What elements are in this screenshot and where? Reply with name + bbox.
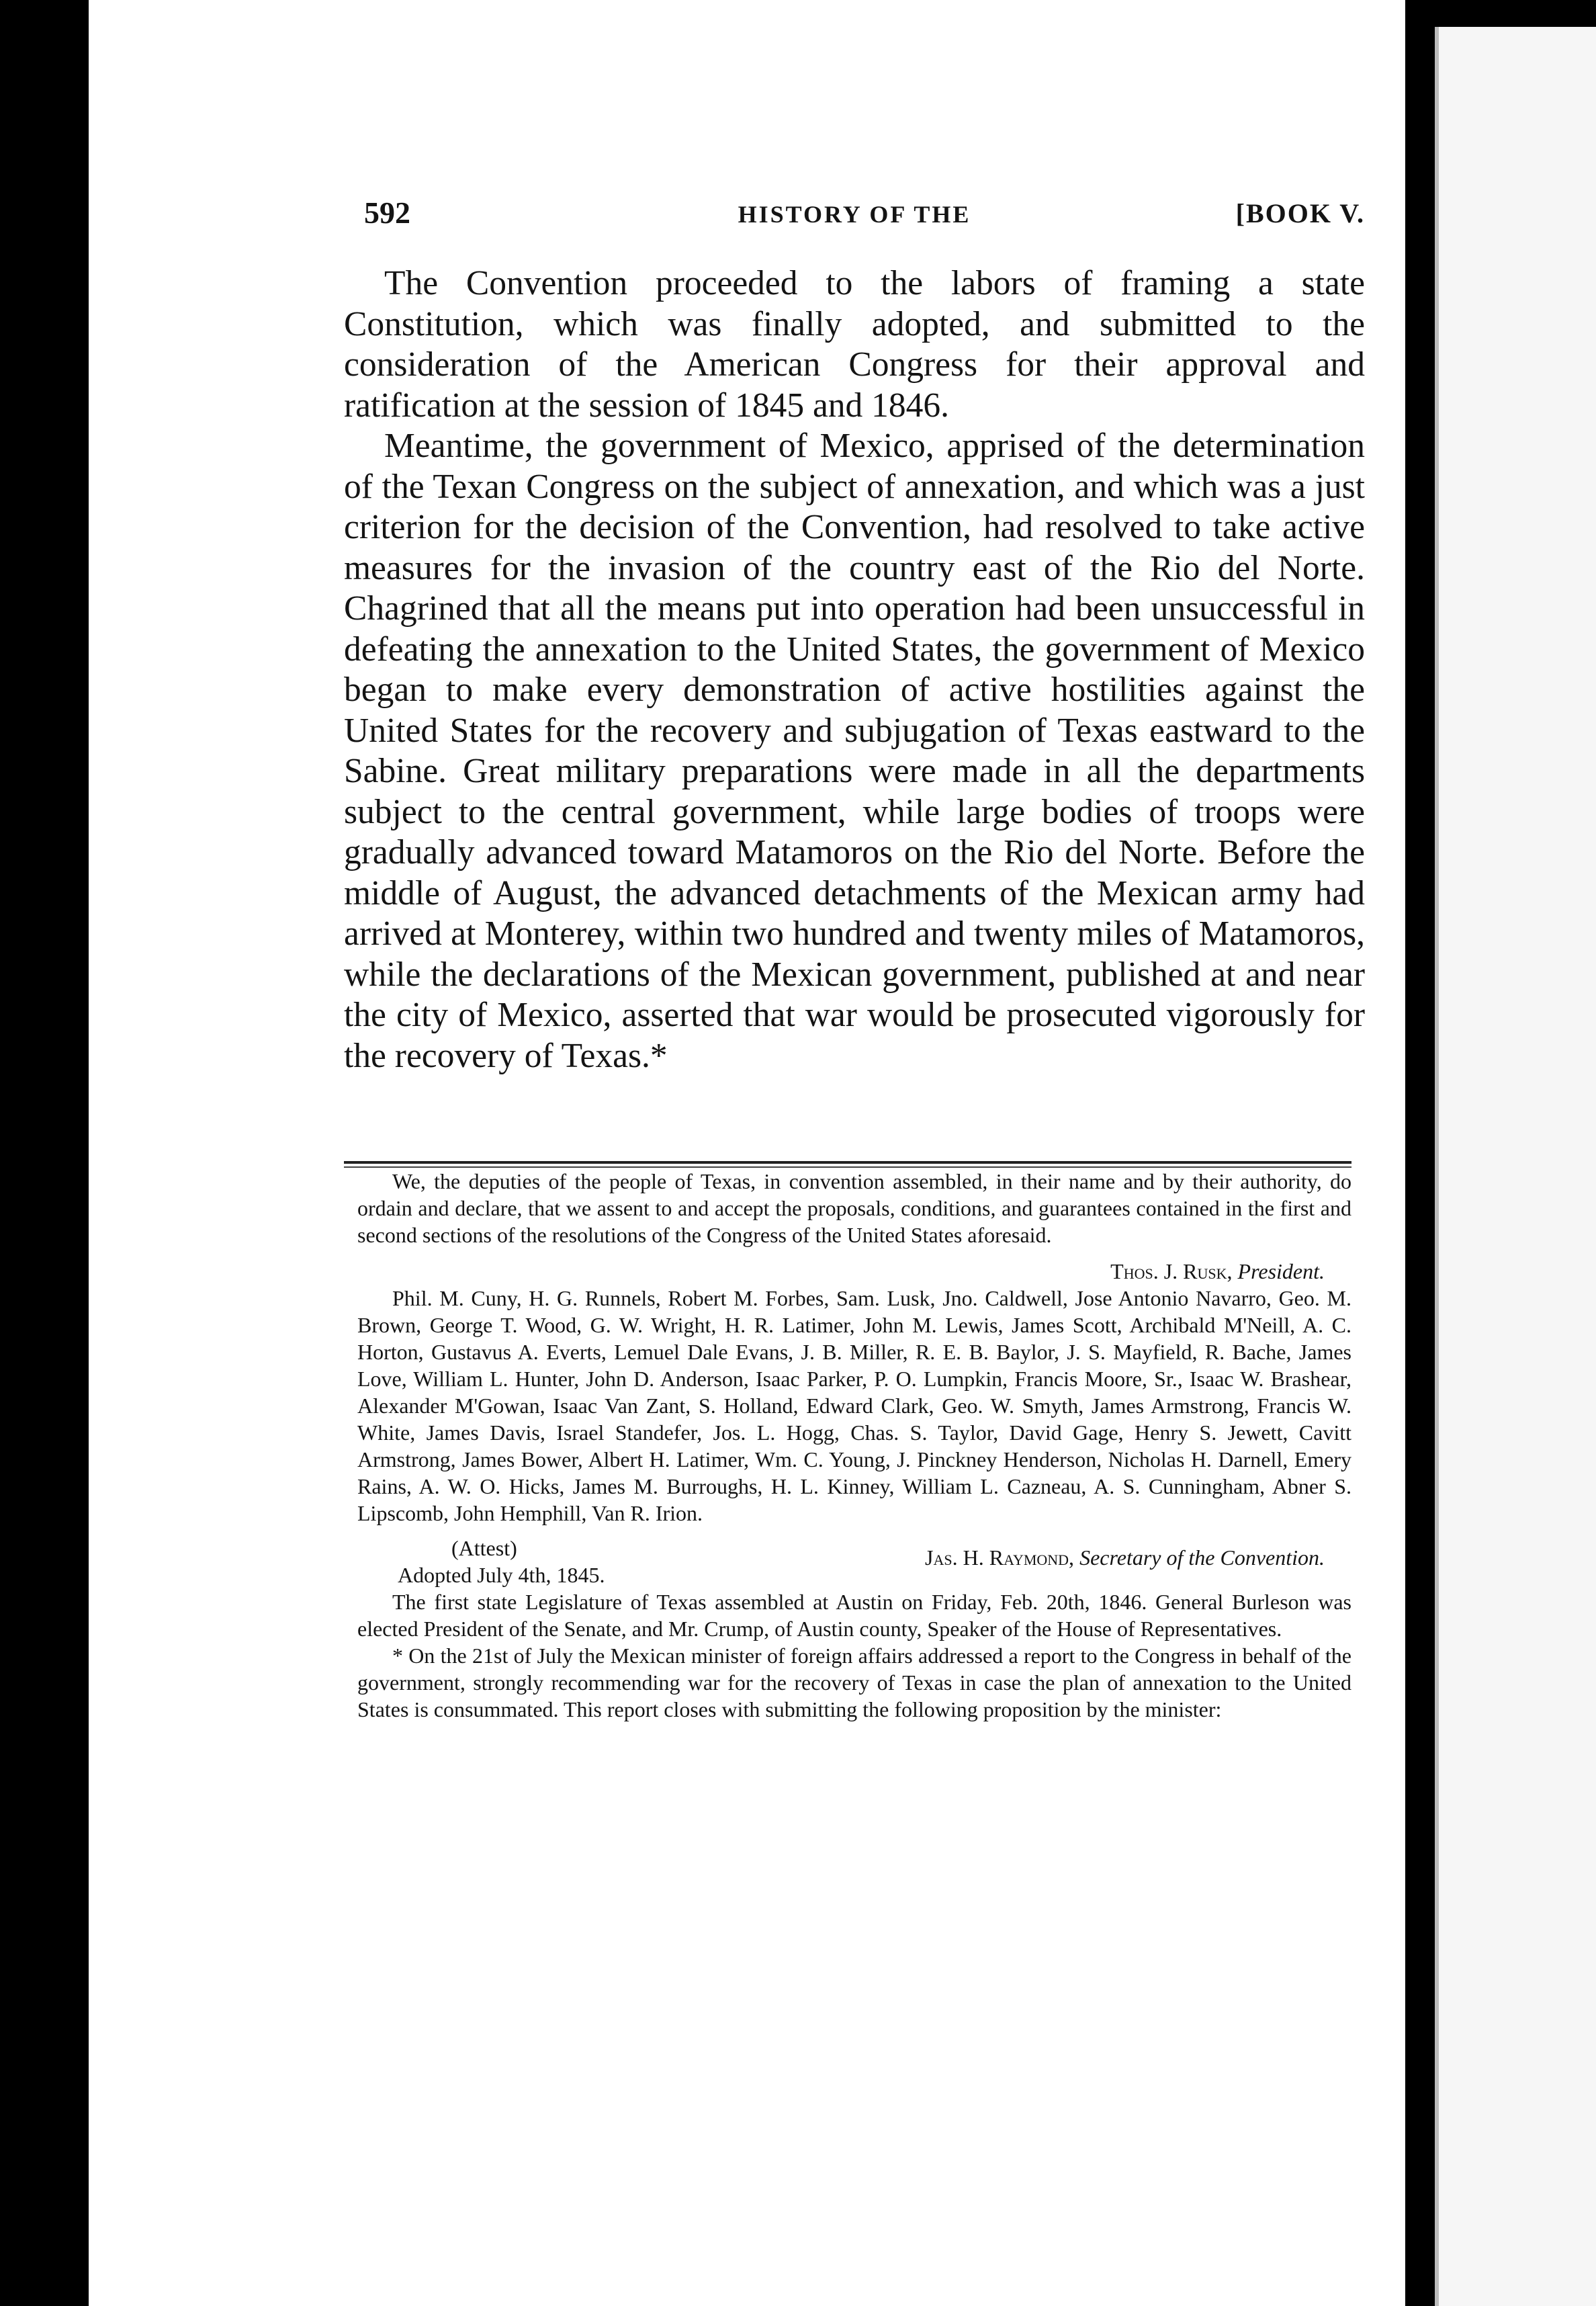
main-text: [344, 263, 1365, 1076]
attest-block: [357, 1535, 1351, 1588]
ordinance-text: We, the deputies of the people of Texas, in convention assembled, in their name and by their authority, do ordain and declare, that we assent to and accept the proposals, conditions, and guarantees contained in the first and second sections of the resolutions of the Congress of the United States aforesaid.: [357, 1169, 1351, 1247]
president-title: President.: [1237, 1259, 1325, 1283]
page-header: [344, 195, 1365, 249]
page-number: 592: [364, 196, 410, 230]
paragraph-meantime: Meantime, the government of Mexico, apprised of the determination of the Texan Congress on the subject of annexation, and which was a just criterion for the decision of the Convention, had resolved to take active measures for the invasion of the country east of the Rio del Norte. Chagrined that all the means put into operation had been unsuccessful in defeating the annexation to the United States, the government of Mexico began to make every demonstration of active hostilities against the United States for the recovery and subjugation of Texas eastward to the Sabine. Great military preparations were made in all the departments subject to the central government, while large bodies of troops were gradually advanced toward Matamoros on the Rio del Norte. Before the middle of August, the advanced detachments of the Mexican army had arrived at Monterey, within two hundred and twenty miles of Matamoros, while the declarations of the Mexican government, published at and near the city of Mexico, asserted that war would be prosecuted vigorously for the recovery of Texas.*: [344, 427, 1365, 1075]
book-label: [BOOK V.: [1235, 198, 1365, 228]
president-signature: [357, 1258, 1351, 1285]
secretary-title: Secretary of the Convention.: [1079, 1545, 1325, 1570]
signers-list: Phil. M. Cuny, H. G. Runnels, Robert M. Forbes, Sam. Lusk, Jno. Caldwell, Jose Antonio Navarro, Geo. M. Brown, George T. Wood, G. W. Wright, H. R. Latimer, John M. Lewis, James Scott, Archibald M'Neill, A. C. Horton, Gustavus A. Everts, Lemuel Dale Evans, J. B. Miller, R. E. B. Baylor, J. S. Mayfield, R. Bache, James Love, William L. Hunter, John D. Anderson, Isaac Parker, P. O. Lumpkin, Francis Moore, Sr., Isaac W. Brashear, Alexander M'Gowan, Isaac Van Zant, S. Holland, Edward Clark, Geo. W. Smyth, James Armstrong, Francis W. White, James Davis, Israel Standefer, Jos. L. Hogg, Chas. S. Taylor, David Gage, Henry S. Jewett, Cavitt Armstrong, James Bower, Albert H. Latimer, Wm. C. Young, J. Pinckney Henderson, Nicholas H. Darnell, Emery Rains, A. W. O. Hicks, James M. Burroughs, H. L. Kinney, William L. Cazneau, A. S. Cunningham, Abner S. Lipscomb, John Hemphill, Van R. Irion.: [357, 1286, 1351, 1525]
president-name: Thos. J. Rusk,: [1110, 1259, 1233, 1283]
attest-label: (Attest): [451, 1536, 517, 1560]
legislature-note: The first state Legislature of Texas assembled at Austin on Friday, Feb. 20th, 1846. General Burleson was elected President of the Senate, and Mr. Crump, of Austin county, Speaker of the House of Representatives.: [357, 1590, 1351, 1641]
paragraph-convention: The Convention proceeded to the labors of framing a state Constitution, which was finally adopted, and submitted to the consideration of the American Congress for their approval and ratification at the session of 1845 and 1846.: [344, 264, 1365, 425]
star-footnote: * On the 21st of July the Mexican minister of foreign affairs addressed a report to the Congress in behalf of the government, strongly recommending war for the recovery of Texas in case the plan of annexation to the United States is consummated. This report closes with submitting the following proposition by the minister:: [357, 1643, 1351, 1721]
running-title: HISTORY OF THE: [738, 201, 971, 228]
secretary-name: Jas. H. Raymond,: [925, 1545, 1075, 1570]
book-gutter: [1405, 0, 1435, 2306]
adjacent-page-edge: [1435, 27, 1596, 2306]
book-page: [89, 0, 1405, 2306]
secretary-signature: [925, 1544, 1325, 1571]
footnote-rule: [344, 1161, 1351, 1164]
footnotes: [357, 1168, 1351, 1723]
adopted-date: Adopted July 4th, 1845.: [398, 1563, 605, 1587]
